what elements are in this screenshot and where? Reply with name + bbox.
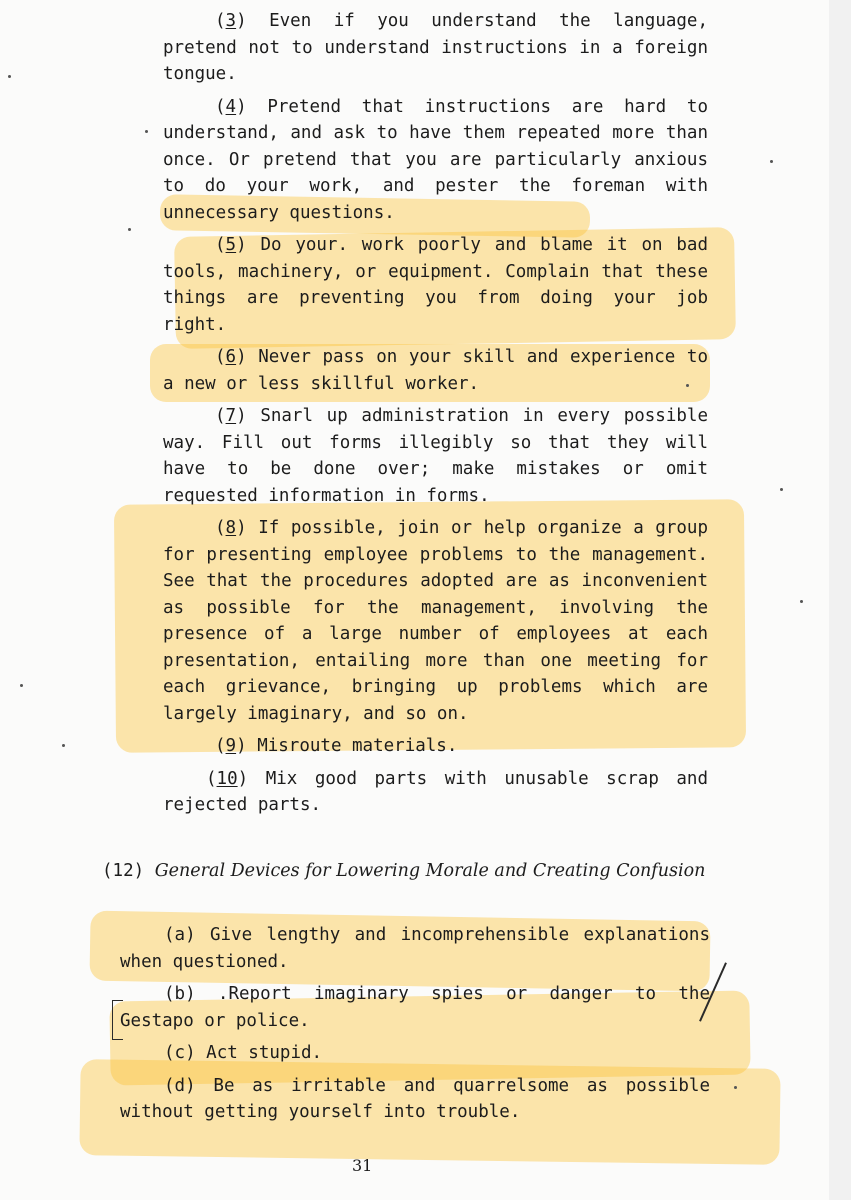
list-item-c xyxy=(120,1040,710,1067)
section-number: (12) xyxy=(102,861,145,881)
lettered-list xyxy=(120,922,710,1132)
item-text: Mix good parts with unusable scrap and rejected parts. xyxy=(163,768,708,815)
scan-speck xyxy=(686,384,689,387)
item-number: 8 xyxy=(225,518,237,538)
item-letter: (a) xyxy=(164,925,196,945)
item-number: 9 xyxy=(225,736,237,756)
item-text: If possible, join or help organize a group for presenting employee problems to the management. See that the procedures adopted are as inconvenient as possible for the management, involving the presence of a large number of employees at each presentation, entailing more than one meeting for each grievance, bringing up problems which are largely imaginary, and so on. xyxy=(163,518,708,724)
list-item-5: (5) Do your. work poorly and blame it on bad tools, machinery, or equipment. Complain that these things are preventing you from doing your job right. xyxy=(163,235,708,335)
item-text: Give lengthy and incomprehensible explanations when questioned. xyxy=(120,925,710,972)
page-edge xyxy=(829,0,851,1200)
scan-speck xyxy=(8,75,11,78)
item-text: .Report imaginary spies or danger to the Gestapo or police. xyxy=(120,984,710,1031)
list-item-8: (8) If possible, join or help organize a group for presenting employee problems to the management. See that the procedures adopted are as inconvenient as possible for the management, involving the presence of a large number of employees at each presentation, entailing more than one meeting for each grievance, bringing up problems which are largely imaginary, and so on. xyxy=(163,518,708,724)
scan-speck xyxy=(145,130,148,133)
list-item-b xyxy=(120,981,710,1034)
item-text: Misroute materials. xyxy=(257,736,458,756)
list-item-a xyxy=(120,922,710,975)
numbered-list xyxy=(163,8,708,825)
item-number: 10 xyxy=(216,768,238,789)
item-text: Even if you understand the language, pretend not to understand instructions in a foreign tongue. xyxy=(163,11,708,84)
list-item-3: (3) Even if you understand the language, pretend not to understand instructions in a foreign tongue. xyxy=(163,11,708,84)
list-item-9: (9) Misroute materials. xyxy=(215,736,458,756)
item-text: Never pass on your skill and experience to a new or less skillful worker. xyxy=(163,347,708,394)
scan-speck xyxy=(770,160,773,163)
scan-speck xyxy=(734,1086,737,1089)
item-number: 7 xyxy=(225,406,237,426)
item-letter: (c) xyxy=(164,1043,196,1063)
scan-speck xyxy=(62,744,65,747)
item-text: Pretend that instructions are hard to understand, and ask to have them repeated more than once. Or pretend that you are particularly anxious to do your work, and pester the foreman with unnecessary questions. xyxy=(163,96,708,223)
list-item-10: (10) Mix good parts with unusable scrap and rejected parts. xyxy=(163,768,708,815)
item-number: 4 xyxy=(225,96,237,117)
list-item-6: (6) Never pass on your skill and experience to a new or less skillful worker. xyxy=(163,347,708,394)
item-text: Act stupid. xyxy=(206,1043,323,1063)
item-number: 5 xyxy=(225,235,237,255)
item-text: Be as irritable and quarrelsome as possible without getting yourself into trouble. xyxy=(120,1075,710,1122)
scan-speck xyxy=(128,228,131,231)
item-number: 3 xyxy=(225,11,237,31)
list-item-d xyxy=(120,1073,710,1126)
section-title: General Devices for Lowering Morale and Creating Confusion xyxy=(154,861,706,881)
item-number: 6 xyxy=(225,347,237,367)
item-letter: (b) xyxy=(164,984,196,1004)
item-text: Snarl up administration in every possible way. Fill out forms illegibly so that they will have to be done over; make mistakes or omit requested information in forms. xyxy=(163,406,708,506)
list-item-7: (7) Snarl up administration in every possible way. Fill out forms illegibly so that they will have to be done over; make mistakes or omit requested information in forms. xyxy=(163,406,708,506)
scan-speck xyxy=(800,600,803,603)
section-heading xyxy=(84,858,708,885)
scan-speck xyxy=(20,684,23,687)
scan-speck xyxy=(780,488,783,491)
page-number: 31 xyxy=(352,1156,373,1175)
item-letter: (d) xyxy=(164,1075,196,1096)
item-text: Do your. work poorly and blame it on bad tools, machinery, or equipment. Complain that these things are preventing you from doing your job right. xyxy=(163,235,708,335)
list-item-4: (4) Pretend that instructions are hard to understand, and ask to have them repeated more than once. Or pretend that you are particularly anxious to do your work, and pester the foreman with unnecessary questions. xyxy=(163,96,708,223)
bracket-mark xyxy=(112,1000,123,1040)
